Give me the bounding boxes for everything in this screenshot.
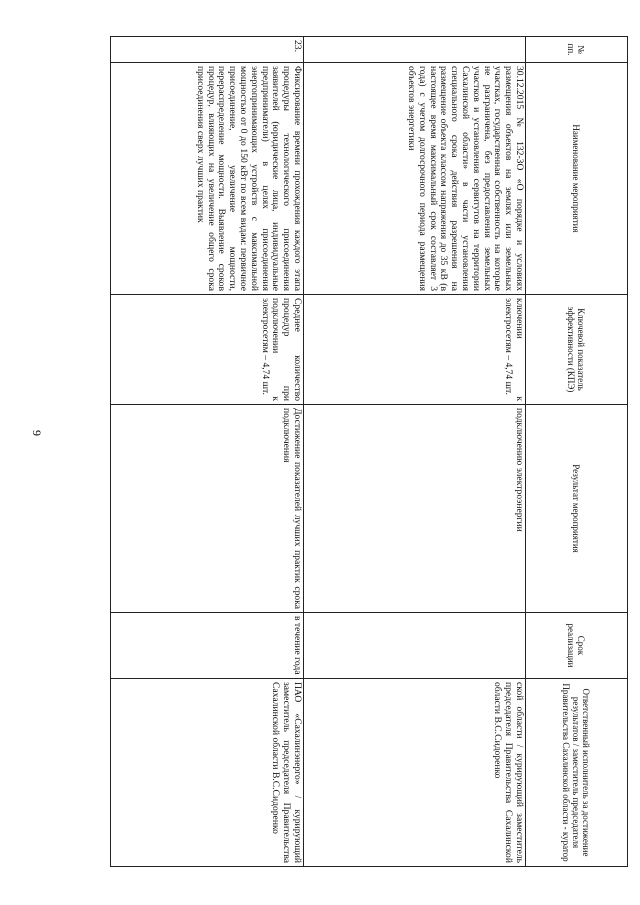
row-result: Достижение показателей лучших практик срока подключения [111,405,304,613]
row-name: Фиксирование времени прохождения каждого этапа процедуры технологического присоединения заявителей (юридические лица, индивидуальные предприниматели) в целях присоединения энергопринимающих устройств с максимальной мощностью от 0 до 150 кВт по всем видам: первичное присоединение, увеличение мощности, перераспределение мощности. Выявление сроков процедур, влияющих на увеличение общего срока присоединения сверх лучших практик [111,63,304,295]
table-row [111,37,304,867]
row-kpi: Среднее количество процедур при подключении к электросетям – 4,74 шт. [111,295,304,405]
header-responsible: Ответственный исполнитель за достижение результатов / заместитель председателя Правительства Сахалинской области - куратор [526,679,628,867]
header-num: № пп. [526,37,628,63]
row-term: в течение года [111,613,304,679]
table-row [304,37,526,867]
measures-table [110,36,628,867]
row-name: 30.12.2015 № 132-ЗО «О порядке и условиях размещения объектов на землях или земельных участках, государственная собственность на которые не разграничена, без предоставления земельных участков и установления сервитутов на территории Сахалинской области» в части установления специального срока действия разрешения на размещение объекта классом напряжения до 35 кВ (в настоящее время максимальный срок составляет 3 года) с учетом долгосрочного периода размещения объектов энергетики [304,63,526,295]
header-row [526,37,628,867]
page-number: 9 [30,430,44,436]
header-kpi: Ключевой показатель эффективности (КПЭ) [526,295,628,405]
row-kpi: ключении к электросетям – 4,74 шт. [304,295,526,405]
row-term [304,613,526,679]
rotated-table-wrapper [110,36,628,866]
row-responsible: ской области / курирующий заместитель председателя Правительства Сахалинской области В.С.Сидоренко [304,679,526,867]
header-term: Срок реализации [526,613,628,679]
header-name: Наименование мероприятия [526,63,628,295]
row-responsible: ПАО «Сахалинэнерго» / курирующий заместитель председателя Правительства Сахалинской области В.С.Сидоренко [111,679,304,867]
row-result: подключению электроэнергии [304,405,526,613]
header-result: Результат мероприятия [526,405,628,613]
row-num [304,37,526,63]
row-num: 23. [111,37,304,63]
